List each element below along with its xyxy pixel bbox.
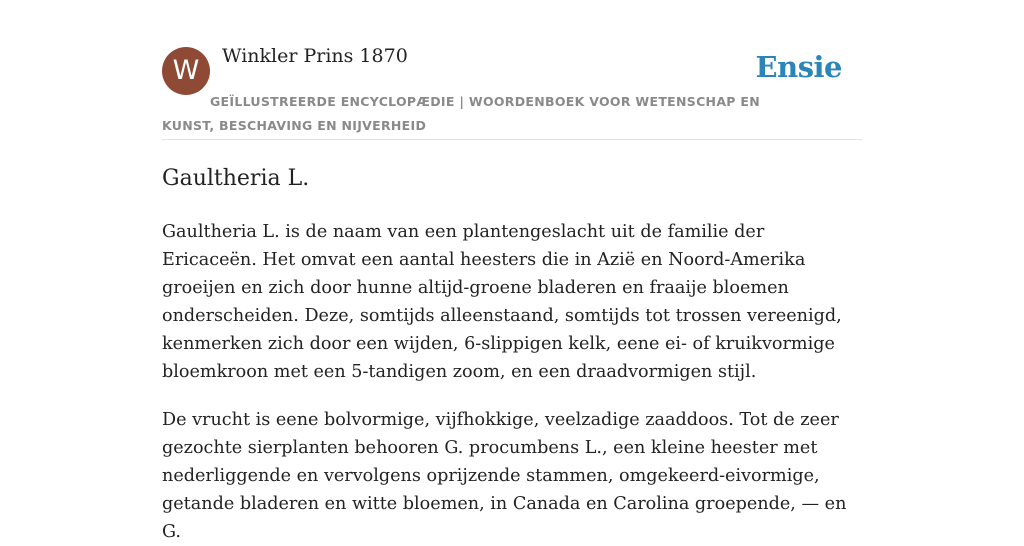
article-paragraph-1: Gaultheria L. is de naam van een plantengeslacht uit de familie der Ericaceën. Het omvat een aantal heesters die in Azië en Noord-Amerika groeijen en zich door hunne altijd-groene bladeren en fraaije bloemen onderscheiden. Deze, somtijds alleenstaand, somtijds tot trossen vereenigd, kenmerken zich door een wijden, 6-slippigen kelk, eene ei- of kruikvormige bloemkroon met een 5-tandigen zoom, en een draadvormigen stijl. [162, 222, 842, 382]
article-paragraph-2: De vrucht is eene bolvormige, vijfhokkige, veelzadige zaaddoos. Tot de zeer gezochte sierplanten behooren G. procumbens L., een kleine heester met nederliggende en vervolgens oprijzende stammen, omgekeerd-eivormige, getande bladeren en witte bloemen, in Canada en Carolina groepende, — en G. [162, 410, 847, 542]
source-title-link[interactable]: Winkler Prins 1870 [222, 45, 408, 67]
ensie-logo-link[interactable]: Ensie [755, 50, 842, 84]
source-avatar[interactable]: W [162, 47, 210, 95]
site-header [162, 0, 862, 140]
source-subtitle: GEÏLLUSTREERDE ENCYCLOPÆDIE | WOORDENBOEK VOOR WETENSCHAP EN KUNST, BESCHAVING EN NIJVERHEID [162, 94, 760, 133]
article [162, 160, 862, 546]
article-title: Gaultheria L. [162, 166, 310, 191]
